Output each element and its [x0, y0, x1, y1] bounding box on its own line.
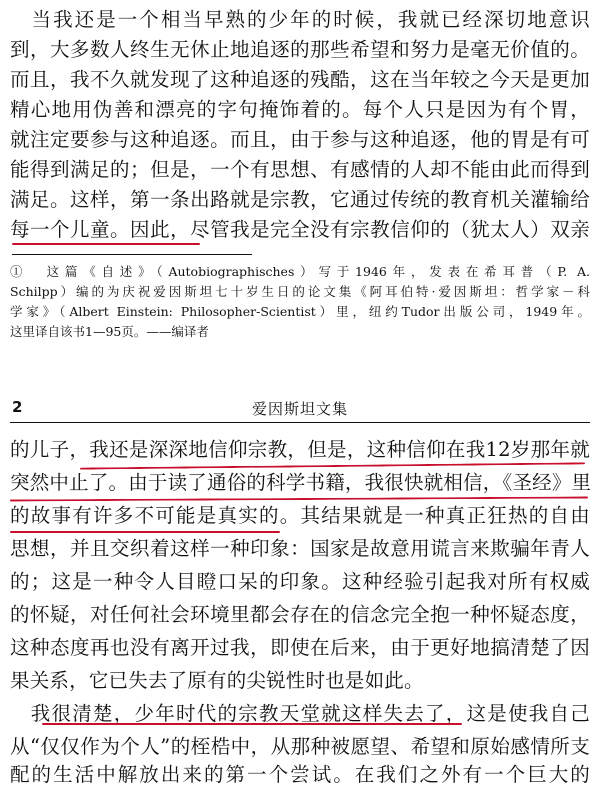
header-rule	[10, 422, 590, 423]
text-line: 思想，并且交织着这样一种印象：国家是故意用谎言来欺骗年青人	[10, 537, 590, 560]
highlight-underline	[10, 496, 588, 501]
highlight-underline	[10, 531, 280, 533]
text-line: 满足。这样，第一条出路就是宗教，它通过传统的教育机关灌输给	[10, 188, 590, 211]
highlight-underline	[42, 723, 462, 725]
text-line: 配的生活中解放出来的第一个尝试。在我们之外有一个巨大的	[10, 763, 590, 786]
text-line: 到，大多数人终生无休止地追逐的那些希望和努力是毫无价值的。	[10, 38, 590, 61]
page-break-gap	[0, 362, 600, 388]
footnote-line: ① 这篇《自述》（Autobiographisches）写于1946年，发表在希耳普（P. A.	[10, 264, 590, 279]
text-line: 我很清楚，少年时代的宗教天堂就这样失去了，这是使我自己	[10, 702, 590, 725]
highlight-underline	[80, 462, 585, 469]
text-line: 每一个儿童。因此，尽管我是完全没有宗教信仰的（犹太人）双亲	[10, 218, 590, 241]
text-line: 的儿子，我还是深深地信仰宗教，但是，这种信仰在我12岁那年就	[10, 438, 590, 461]
text-line: 而且，我不久就发现了这种追逐的残酷，这在当年较之今天是更加	[10, 68, 590, 91]
page-number: 2	[12, 398, 23, 416]
text-line: 当我还是一个相当早熟的少年的时候，我就已经深切地意识	[10, 8, 590, 31]
highlight-underline	[12, 243, 200, 245]
text-line: 果关系，它已失去了原有的尖锐性时也是如此。	[10, 669, 424, 692]
text-line: 的；这是一种令人目瞪口呆的印象。这种经验引起我对所有权威	[10, 570, 590, 593]
footnote-line: 这里译自该书1—95页。——编译者	[10, 324, 209, 339]
footnote-line: Schilpp）编的为庆祝爱因斯坦七十岁生日的论文集《阿耳伯特·爱因斯坦：哲学家－科	[10, 284, 590, 299]
text-line: 的怀疑，对任何社会环境里都会存在的信念完全抱一种怀疑态度，	[10, 603, 590, 626]
footnote-line: 学家》（Albert Einstein: Philosopher-Scientist）里，纽约Tudor出版公司，1949年。	[10, 304, 590, 319]
text-line: 突然中止了。由于读了通俗的科学书籍，我很快就相信，《圣经》里	[10, 471, 592, 494]
text-line: 就注定要参与这种追逐。而且，由于参与这种追逐，他的胃是有可	[10, 128, 590, 151]
text-line: 从“仅仅作为个人”的桎梏中，从那种被愿望、希望和原始感情所支	[10, 735, 590, 758]
text-line: 这种态度再也没有离开过我，即使在后来，由于更好地搞清楚了因	[10, 636, 590, 659]
running-header-title: 爱因斯坦文集	[251, 400, 348, 418]
text-line: 精心地用伪善和漂亮的字句掩饰着的。每个人只是因为有个胃，	[10, 98, 590, 121]
text-line: 能得到满足的；但是，一个有思想、有感情的人却不能由此而得到	[10, 158, 590, 181]
text-line: 的故事有许多不可能是真实的。其结果就是一种真正狂热的自由	[10, 504, 590, 527]
footnote-separator	[12, 254, 252, 255]
